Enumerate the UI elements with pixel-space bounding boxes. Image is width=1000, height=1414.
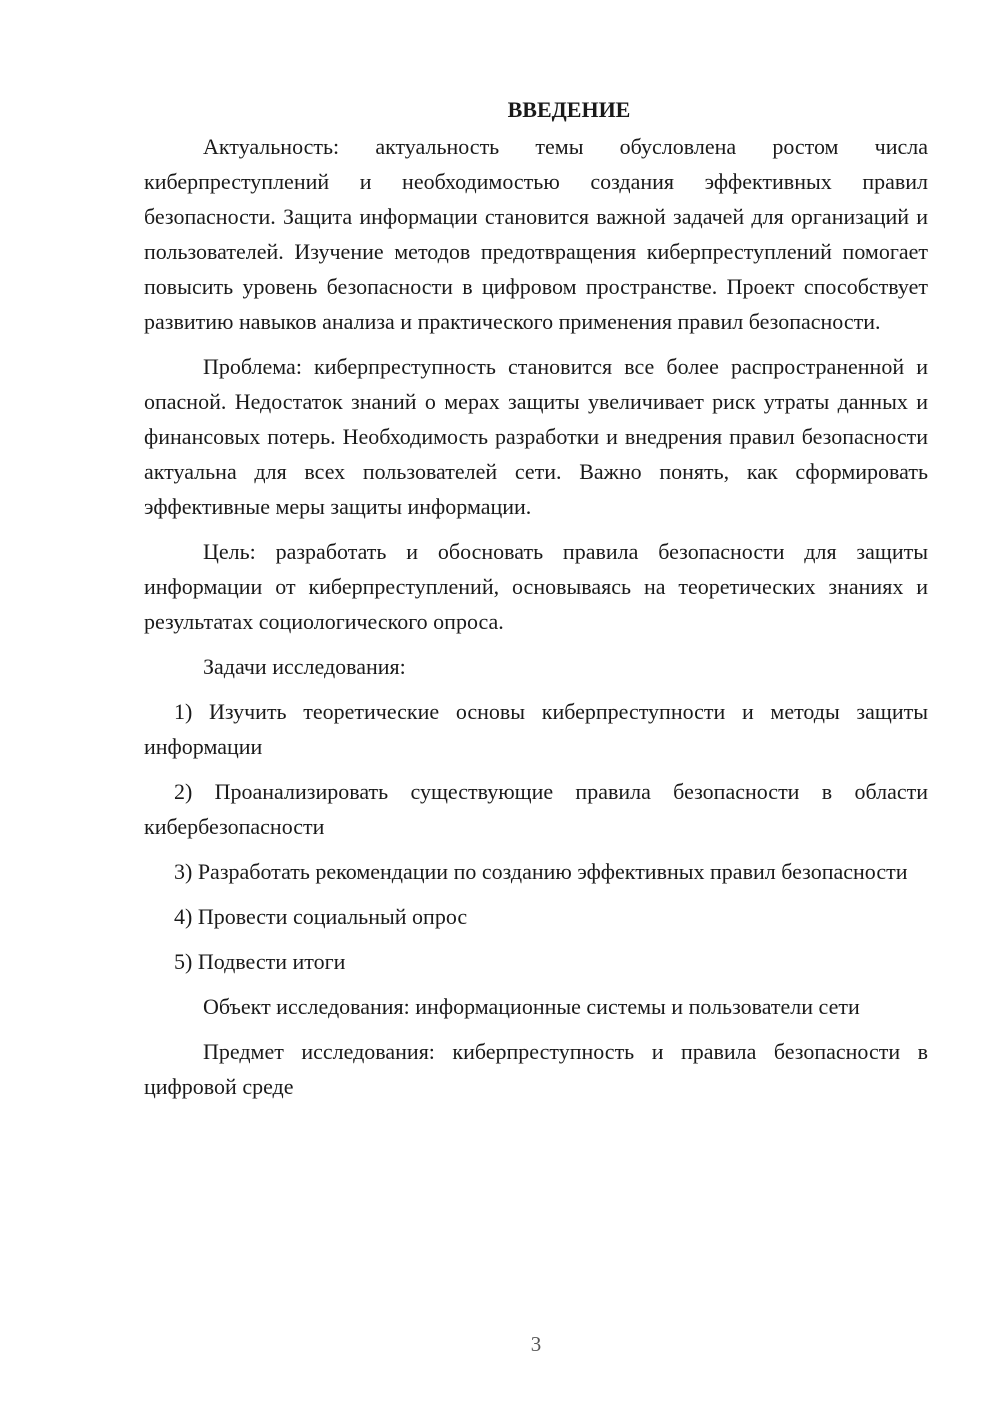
task-item-5: 5) Подвести итоги [174, 949, 346, 974]
problem-paragraph: Проблема: киберпреступность становится все более распространенной и опасной. Недостаток знаний о мерах защиты увеличивает риск утраты данных и финансовых потерь. Необходимость разработки и внедрения правил безопасности актуальна для всех пользователей сети. Важно понять, как сформировать эффективные меры защиты информации. [144, 354, 928, 519]
document-page [144, 92, 928, 1114]
task-item-3: 3) Разработать рекомендации по созданию эффективных правил безопасности [174, 859, 908, 884]
page-title: ВВЕДЕНИЕ [507, 97, 631, 122]
goal-paragraph: Цель: разработать и обосновать правила безопасности для защиты информации от киберпреступлений, основываясь на теоретических знаниях и результатах социологического опроса. [144, 539, 928, 634]
subject-paragraph: Предмет исследования: киберпреступность и правила безопасности в цифровой среде [144, 1039, 928, 1099]
relevance-paragraph: Актуальность: актуальность темы обусловлена ростом числа киберпреступлений и необходимостью создания эффективных правил безопасности. Защита информации становится важной задачей для организаций и пользователей. Изучение методов предотвращения киберпреступлений помогает повысить уровень безопасности в цифровом пространстве. Проект способствует развитию навыков анализа и практического применения правил безопасности. [144, 134, 928, 334]
page-number: 3 [530, 1332, 542, 1356]
object-paragraph: Объект исследования: информационные системы и пользователи сети [203, 994, 860, 1019]
task-item-2: 2) Проанализировать существующие правила безопасности в области кибербезопасности [144, 779, 928, 839]
task-item-4: 4) Провести социальный опрос [174, 904, 468, 929]
tasks-title: Задачи исследования: [203, 654, 406, 679]
task-item-1: 1) Изучить теоретические основы киберпреступности и методы защиты информации [144, 699, 928, 759]
